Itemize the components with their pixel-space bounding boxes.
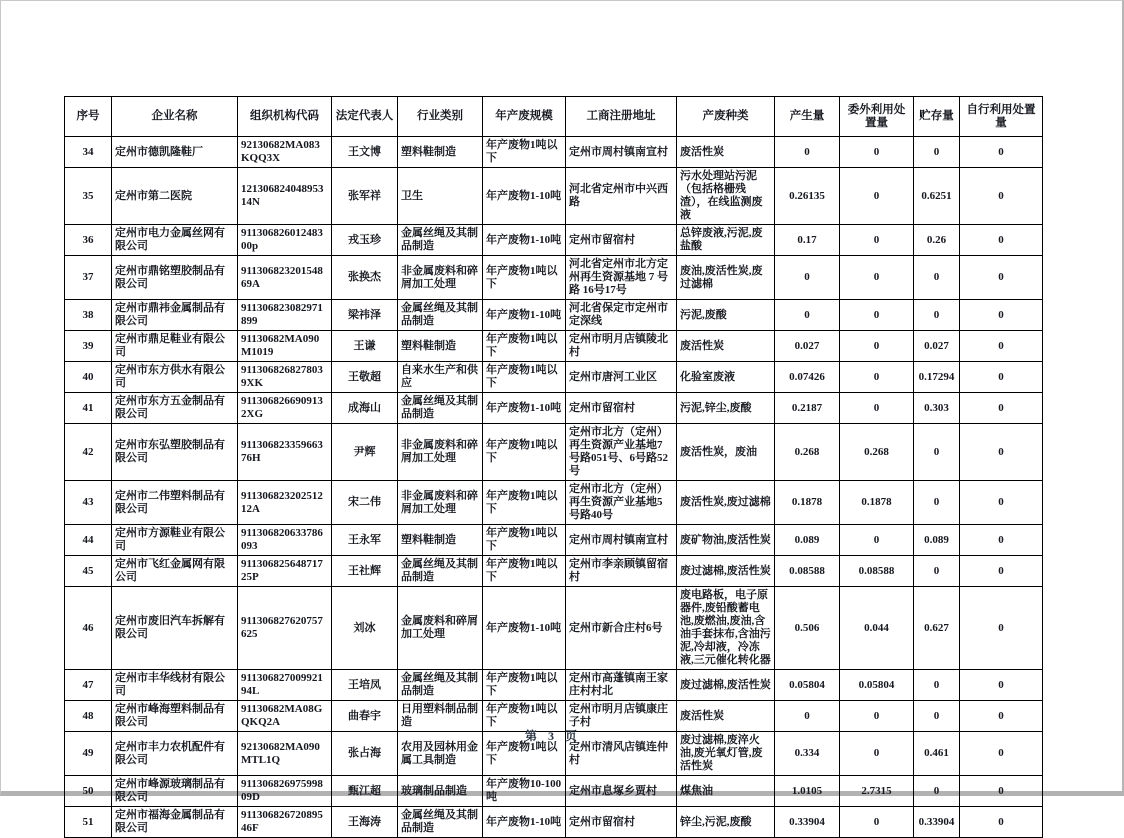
cell-outsourced-disposal-amount: 0 (840, 225, 914, 256)
cell-waste-types: 废电路板，电子原器件,废铅酸蓄电池,废燃油,废油,含油手套抹布,含油污泥,冷却液，冷冻液,三元催化转化器 (677, 587, 775, 670)
cell-generated-amount: 0.268 (775, 424, 840, 481)
cell-serial-no: 51 (65, 807, 112, 838)
cell-stored-amount: 0 (914, 300, 960, 331)
cell-outsourced-disposal-amount: 0 (840, 701, 914, 732)
cell-annual-waste-scale: 年产废物10-100吨 (483, 776, 566, 807)
cell-industry-category: 农用及园林用金属工具制造 (398, 732, 483, 776)
cell-waste-types: 废活性炭 (677, 701, 775, 732)
cell-outsourced-disposal-amount: 0 (840, 168, 914, 225)
cell-serial-no: 50 (65, 776, 112, 807)
cell-stored-amount: 0.26 (914, 225, 960, 256)
cell-outsourced-disposal-amount: 0 (840, 807, 914, 838)
cell-outsourced-disposal-amount: 0.268 (840, 424, 914, 481)
cell-self-disposal-amount: 0 (960, 525, 1043, 556)
cell-annual-waste-scale: 年产废物1吨以下 (483, 424, 566, 481)
page-number: 第 3 页 (524, 729, 581, 743)
cell-generated-amount: 0.08588 (775, 556, 840, 587)
cell-serial-no: 43 (65, 481, 112, 525)
cell-self-disposal-amount: 0 (960, 670, 1043, 701)
cell-org-code: 9113068268278039XK (238, 362, 332, 393)
cell-self-disposal-amount: 0 (960, 300, 1043, 331)
cell-org-code: 9113068266909132XG (238, 393, 332, 424)
cell-serial-no: 41 (65, 393, 112, 424)
table-header (65, 97, 1043, 137)
cell-industry-category: 金属废料和碎屑加工处理 (398, 587, 483, 670)
cell-org-code: 91130682MA090M1019 (238, 331, 332, 362)
cell-generated-amount: 0.26135 (775, 168, 840, 225)
cell-outsourced-disposal-amount: 0.044 (840, 587, 914, 670)
cell-annual-waste-scale: 年产废物1-10吨 (483, 300, 566, 331)
column-header-stored-amount: 贮存量 (914, 97, 960, 137)
cell-company-name: 定州市第二医院 (112, 168, 238, 225)
table-row (65, 807, 1043, 838)
table-row (65, 481, 1043, 525)
cell-stored-amount: 0 (914, 701, 960, 732)
cell-legal-rep: 成海山 (332, 393, 398, 424)
cell-legal-rep: 王培凤 (332, 670, 398, 701)
cell-org-code: 91130682700992194L (238, 670, 332, 701)
cell-registered-address: 定州市明月店镇陵北村 (566, 331, 677, 362)
cell-generated-amount: 0.2187 (775, 393, 840, 424)
cell-self-disposal-amount: 0 (960, 225, 1043, 256)
cell-waste-types: 化验室废液 (677, 362, 775, 393)
cell-self-disposal-amount: 0 (960, 137, 1043, 168)
cell-self-disposal-amount: 0 (960, 807, 1043, 838)
cell-legal-rep: 王文博 (332, 137, 398, 168)
cell-legal-rep: 甄江超 (332, 776, 398, 807)
cell-legal-rep: 王谦 (332, 331, 398, 362)
cell-industry-category: 金属丝绳及其制品制造 (398, 300, 483, 331)
table-row (65, 362, 1043, 393)
table-row (65, 393, 1043, 424)
cell-self-disposal-amount: 0 (960, 393, 1043, 424)
cell-annual-waste-scale: 年产废物1吨以下 (483, 331, 566, 362)
table-row (65, 525, 1043, 556)
cell-serial-no: 47 (65, 670, 112, 701)
cell-outsourced-disposal-amount: 0 (840, 362, 914, 393)
cell-generated-amount: 0 (775, 701, 840, 732)
cell-serial-no: 34 (65, 137, 112, 168)
cell-company-name: 定州市鼎足鞋业有限公司 (112, 331, 238, 362)
cell-outsourced-disposal-amount: 0.05804 (840, 670, 914, 701)
cell-annual-waste-scale: 年产废物1吨以下 (483, 701, 566, 732)
cell-legal-rep: 戎玉珍 (332, 225, 398, 256)
cell-generated-amount: 0.027 (775, 331, 840, 362)
cell-self-disposal-amount: 0 (960, 556, 1043, 587)
cell-generated-amount: 0.05804 (775, 670, 840, 701)
cell-waste-types: 废过滤棉,废活性炭 (677, 670, 775, 701)
cell-serial-no: 42 (65, 424, 112, 481)
cell-serial-no: 49 (65, 732, 112, 776)
cell-waste-types: 废活性炭，废油 (677, 424, 775, 481)
table-row (65, 331, 1043, 362)
cell-annual-waste-scale: 年产废物1吨以下 (483, 670, 566, 701)
cell-registered-address: 定州市新合庄村6号 (566, 587, 677, 670)
table-row (65, 587, 1043, 670)
cell-industry-category: 塑料鞋制造 (398, 331, 483, 362)
cell-annual-waste-scale: 年产废物1-10吨 (483, 225, 566, 256)
cell-generated-amount: 0 (775, 300, 840, 331)
cell-legal-rep: 刘冰 (332, 587, 398, 670)
cell-generated-amount: 0.33904 (775, 807, 840, 838)
cell-registered-address: 定州市周村镇南宣村 (566, 525, 677, 556)
cell-company-name: 定州市峰海塑料制品有限公司 (112, 701, 238, 732)
cell-waste-types: 废活性炭 (677, 137, 775, 168)
column-header-legal-rep: 法定代表人 (332, 97, 398, 137)
cell-industry-category: 塑料鞋制造 (398, 525, 483, 556)
cell-stored-amount: 0 (914, 776, 960, 807)
cell-industry-category: 金属丝绳及其制品制造 (398, 556, 483, 587)
cell-company-name: 定州市飞红金属网有限公司 (112, 556, 238, 587)
cell-generated-amount: 0.17 (775, 225, 840, 256)
cell-registered-address: 定州市留宿村 (566, 807, 677, 838)
cell-industry-category: 金属丝绳及其制品制造 (398, 225, 483, 256)
cell-legal-rep: 梁祎泽 (332, 300, 398, 331)
cell-serial-no: 38 (65, 300, 112, 331)
cell-legal-rep: 王敬超 (332, 362, 398, 393)
cell-annual-waste-scale: 年产废物1-10吨 (483, 168, 566, 225)
column-header-outsourced-disposal-amount: 委外利用处置量 (840, 97, 914, 137)
cell-legal-rep: 王海涛 (332, 807, 398, 838)
cell-registered-address: 定州市明月店镇康庄子村 (566, 701, 677, 732)
cell-outsourced-disposal-amount: 0 (840, 300, 914, 331)
cell-legal-rep: 曲春宇 (332, 701, 398, 732)
cell-annual-waste-scale: 年产废物1吨以下 (483, 556, 566, 587)
cell-generated-amount: 1.0105 (775, 776, 840, 807)
cell-registered-address: 河北省定州市中兴西路 (566, 168, 677, 225)
cell-waste-types: 废矿物油,废活性炭 (677, 525, 775, 556)
cell-stored-amount: 0.6251 (914, 168, 960, 225)
cell-legal-rep: 张占海 (332, 732, 398, 776)
cell-org-code: 91130682564871725P (238, 556, 332, 587)
cell-serial-no: 36 (65, 225, 112, 256)
cell-org-code: 91130682601248300p (238, 225, 332, 256)
cell-generated-amount: 0.334 (775, 732, 840, 776)
cell-org-code: 92130682MA090MTL1Q (238, 732, 332, 776)
cell-annual-waste-scale: 年产废物1吨以下 (483, 481, 566, 525)
cell-company-name: 定州市峰源玻璃制品有限公司 (112, 776, 238, 807)
column-header-company-name: 企业名称 (112, 97, 238, 137)
cell-stored-amount: 0 (914, 670, 960, 701)
cell-company-name: 定州市方源鞋业有限公司 (112, 525, 238, 556)
cell-registered-address: 定州市唐河工业区 (566, 362, 677, 393)
cell-waste-types: 总锌废液,污泥,废盐酸 (677, 225, 775, 256)
cell-company-name: 定州市鼎祎金属制品有限公司 (112, 300, 238, 331)
cell-registered-address: 河北省定州市北方定州再生资源基地 7 号路 16号17号 (566, 256, 677, 300)
cell-waste-types: 锌尘,污泥,废酸 (677, 807, 775, 838)
cell-annual-waste-scale: 年产废物1吨以下 (483, 256, 566, 300)
cell-industry-category: 卫生 (398, 168, 483, 225)
cell-industry-category: 非金属废料和碎屑加工处理 (398, 481, 483, 525)
cell-org-code: 911306823082971899 (238, 300, 332, 331)
cell-company-name: 定州市东方五金制品有限公司 (112, 393, 238, 424)
cell-registered-address: 定州市息塚乡贾村 (566, 776, 677, 807)
cell-org-code: 91130682320251212A (238, 481, 332, 525)
cell-stored-amount: 0 (914, 256, 960, 300)
cell-registered-address: 定州市北方（定州）再生资源产业基地7号路051号、6号路52号 (566, 424, 677, 481)
cell-self-disposal-amount: 0 (960, 776, 1043, 807)
cell-waste-types: 污水处理站污泥（包括格栅残渣），在线监测废液 (677, 168, 775, 225)
cell-company-name: 定州市德凯隆鞋厂 (112, 137, 238, 168)
cell-industry-category: 金属丝绳及其制品制造 (398, 393, 483, 424)
cell-self-disposal-amount: 0 (960, 424, 1043, 481)
cell-self-disposal-amount: 0 (960, 362, 1043, 393)
cell-waste-types: 煤焦油 (677, 776, 775, 807)
cell-stored-amount: 0 (914, 137, 960, 168)
column-header-generated-amount: 产生量 (775, 97, 840, 137)
cell-industry-category: 玻璃制品制造 (398, 776, 483, 807)
cell-annual-waste-scale: 年产废物1吨以下 (483, 362, 566, 393)
cell-stored-amount: 0.461 (914, 732, 960, 776)
cell-stored-amount: 0 (914, 556, 960, 587)
cell-waste-types: 废过滤棉,废活性炭 (677, 556, 775, 587)
cell-self-disposal-amount: 0 (960, 481, 1043, 525)
cell-industry-category: 金属丝绳及其制品制造 (398, 670, 483, 701)
cell-registered-address: 定州市清风店镇连仲村 (566, 732, 677, 776)
cell-legal-rep: 宋二伟 (332, 481, 398, 525)
cell-industry-category: 金属丝绳及其制品制造 (398, 807, 483, 838)
column-header-org-code: 组织机构代码 (238, 97, 332, 137)
cell-org-code: 91130682320154869A (238, 256, 332, 300)
cell-registered-address: 河北省保定市定州市定深线 (566, 300, 677, 331)
cell-company-name: 定州市东弘塑胶制品有限公司 (112, 424, 238, 481)
cell-self-disposal-amount: 0 (960, 732, 1043, 776)
cell-self-disposal-amount: 0 (960, 168, 1043, 225)
cell-serial-no: 48 (65, 701, 112, 732)
table-row (65, 137, 1043, 168)
cell-annual-waste-scale: 年产废物1-10吨 (483, 587, 566, 670)
cell-serial-no: 46 (65, 587, 112, 670)
cell-serial-no: 39 (65, 331, 112, 362)
cell-annual-waste-scale: 年产废物1-10吨 (483, 807, 566, 838)
cell-generated-amount: 0.1878 (775, 481, 840, 525)
table-row (65, 168, 1043, 225)
column-header-registered-address: 工商注册地址 (566, 97, 677, 137)
cell-org-code: 12130682404895314N (238, 168, 332, 225)
cell-legal-rep: 张军祥 (332, 168, 398, 225)
cell-legal-rep: 王永军 (332, 525, 398, 556)
cell-serial-no: 37 (65, 256, 112, 300)
cell-generated-amount: 0.089 (775, 525, 840, 556)
cell-stored-amount: 0.17294 (914, 362, 960, 393)
cell-company-name: 定州市东方供水有限公司 (112, 362, 238, 393)
column-header-annual-waste-scale: 年产废规模 (483, 97, 566, 137)
cell-company-name: 定州市丰华线材有限公司 (112, 670, 238, 701)
cell-serial-no: 40 (65, 362, 112, 393)
cell-company-name: 定州市电力金属丝网有限公司 (112, 225, 238, 256)
table-row (65, 776, 1043, 807)
cell-org-code: 91130682697599809D (238, 776, 332, 807)
cell-industry-category: 日用塑料制品制造 (398, 701, 483, 732)
column-header-industry-category: 行业类别 (398, 97, 483, 137)
cell-industry-category: 非金属废料和碎屑加工处理 (398, 256, 483, 300)
cell-registered-address: 定州市李亲顾镇留宿村 (566, 556, 677, 587)
cell-stored-amount: 0.33904 (914, 807, 960, 838)
cell-registered-address: 定州市北方（定州）再生资源产业基地5号路40号 (566, 481, 677, 525)
cell-company-name: 定州市二伟塑料制品有限公司 (112, 481, 238, 525)
cell-registered-address: 定州市高蓬镇南王家庄村村北 (566, 670, 677, 701)
cell-waste-types: 废活性炭,废过滤棉 (677, 481, 775, 525)
cell-waste-types: 废过滤棉,废淬火油,废光氧灯管,废活性炭 (677, 732, 775, 776)
column-header-self-disposal-amount: 自行利用处置量 (960, 97, 1043, 137)
cell-generated-amount: 0 (775, 256, 840, 300)
cell-stored-amount: 0.089 (914, 525, 960, 556)
header-row (65, 97, 1043, 137)
column-header-waste-types: 产废种类 (677, 97, 775, 137)
cell-outsourced-disposal-amount: 0 (840, 525, 914, 556)
cell-stored-amount: 0 (914, 481, 960, 525)
cell-outsourced-disposal-amount: 0 (840, 331, 914, 362)
cell-waste-types: 污泥,废酸 (677, 300, 775, 331)
cell-company-name: 定州市鼎铭塑胶制品有限公司 (112, 256, 238, 300)
cell-registered-address: 定州市留宿村 (566, 225, 677, 256)
column-header-serial-no: 序号 (65, 97, 112, 137)
cell-outsourced-disposal-amount: 0.1878 (840, 481, 914, 525)
table-row (65, 670, 1043, 701)
cell-org-code: 911306820633786093 (238, 525, 332, 556)
cell-stored-amount: 0 (914, 424, 960, 481)
cell-self-disposal-amount: 0 (960, 331, 1043, 362)
cell-company-name: 定州市废旧汽车拆解有限公司 (112, 587, 238, 670)
cell-stored-amount: 0.627 (914, 587, 960, 670)
table-row (65, 556, 1043, 587)
cell-serial-no: 35 (65, 168, 112, 225)
cell-org-code: 91130682335966376H (238, 424, 332, 481)
cell-org-code: 92130682MA083KQQ3X (238, 137, 332, 168)
cell-annual-waste-scale: 年产废物1吨以下 (483, 525, 566, 556)
cell-company-name: 定州市福海金属制品有限公司 (112, 807, 238, 838)
cell-self-disposal-amount: 0 (960, 256, 1043, 300)
cell-org-code: 91130682672089546F (238, 807, 332, 838)
cell-industry-category: 自来水生产和供应 (398, 362, 483, 393)
cell-generated-amount: 0.07426 (775, 362, 840, 393)
cell-org-code: 911306827620757625 (238, 587, 332, 670)
cell-stored-amount: 0.303 (914, 393, 960, 424)
cell-outsourced-disposal-amount: 2.7315 (840, 776, 914, 807)
cell-waste-types: 污泥,锌尘,废酸 (677, 393, 775, 424)
cell-outsourced-disposal-amount: 0 (840, 393, 914, 424)
cell-self-disposal-amount: 0 (960, 587, 1043, 670)
cell-legal-rep: 尹辉 (332, 424, 398, 481)
table-row (65, 225, 1043, 256)
cell-outsourced-disposal-amount: 0 (840, 732, 914, 776)
cell-serial-no: 45 (65, 556, 112, 587)
cell-generated-amount: 0 (775, 137, 840, 168)
cell-serial-no: 44 (65, 525, 112, 556)
cell-annual-waste-scale: 年产废物1-10吨 (483, 393, 566, 424)
table-row (65, 256, 1043, 300)
table-row (65, 300, 1043, 331)
cell-industry-category: 非金属废料和碎屑加工处理 (398, 424, 483, 481)
table-row (65, 424, 1043, 481)
cell-waste-types: 废活性炭 (677, 331, 775, 362)
cell-outsourced-disposal-amount: 0 (840, 137, 914, 168)
cell-industry-category: 塑料鞋制造 (398, 137, 483, 168)
cell-stored-amount: 0.027 (914, 331, 960, 362)
cell-legal-rep: 王社辉 (332, 556, 398, 587)
cell-annual-waste-scale: 年产废物1吨以下 (483, 732, 566, 776)
cell-outsourced-disposal-amount: 0.08588 (840, 556, 914, 587)
cell-annual-waste-scale: 年产废物1吨以下 (483, 137, 566, 168)
cell-generated-amount: 0.506 (775, 587, 840, 670)
cell-company-name: 定州市丰力农机配件有限公司 (112, 732, 238, 776)
cell-registered-address: 定州市留宿村 (566, 393, 677, 424)
cell-self-disposal-amount: 0 (960, 701, 1043, 732)
cell-org-code: 91130682MA08GQKQ2A (238, 701, 332, 732)
cell-waste-types: 废油,废活性炭,废过滤棉 (677, 256, 775, 300)
cell-outsourced-disposal-amount: 0 (840, 256, 914, 300)
cell-registered-address: 定州市周村镇南宣村 (566, 137, 677, 168)
cell-legal-rep: 张换杰 (332, 256, 398, 300)
